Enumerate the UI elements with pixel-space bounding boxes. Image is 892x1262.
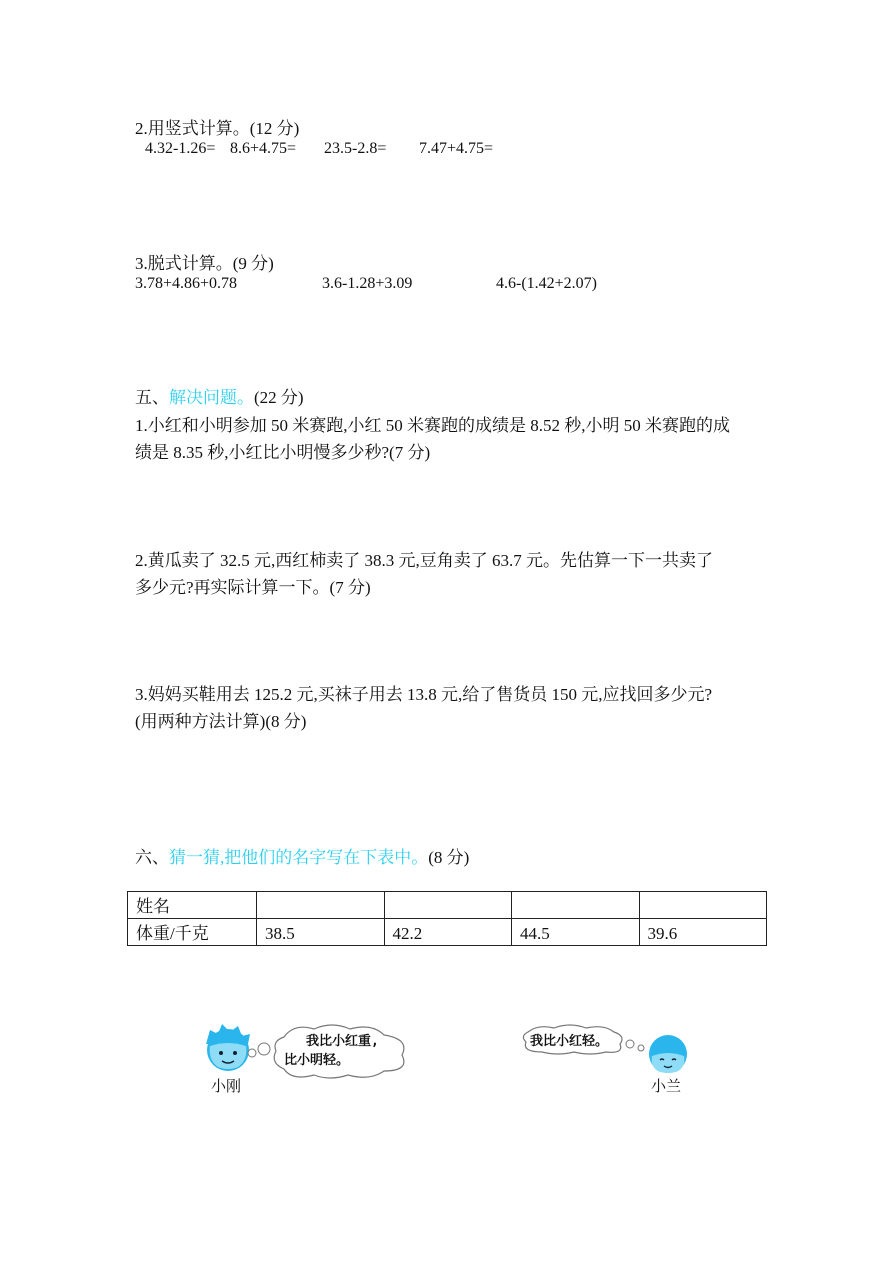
section5-title: 解决问题。: [169, 388, 254, 407]
q2-expr-3: 23.5-2.8=: [324, 140, 387, 157]
weights-table: [127, 891, 767, 946]
weight-cell-3: 44.5: [512, 919, 640, 946]
q3-number: 3.: [135, 254, 148, 273]
weight-cell-4: 39.6: [639, 919, 767, 946]
q2-expr-4: 7.47+4.75=: [419, 140, 494, 157]
q3-expr-2: 3.6-1.28+3.09: [322, 275, 413, 292]
table-row-names: [128, 892, 767, 919]
q3-expr-1: 3.78+4.86+0.78: [135, 275, 238, 292]
table-row-weights: [128, 919, 767, 946]
q3-expr-3: 4.6-(1.42+2.07): [496, 275, 598, 292]
q2-number: 2.: [135, 119, 148, 138]
q2-expr-1: 4.32-1.26=: [145, 140, 216, 157]
girl-face-icon: [644, 1032, 692, 1074]
q2-score: (12 分): [249, 119, 300, 138]
speech-boy-line-1: 我比小红重,: [306, 1034, 379, 1049]
section5-score: (22 分): [254, 388, 304, 407]
name-cell-4[interactable]: [639, 892, 767, 919]
character-name-girl: 小兰: [651, 1079, 682, 1095]
problem-2-line-2: 多少元?再实际计算一下。(7 分): [135, 578, 371, 597]
section5-prefix: 五、: [135, 388, 169, 407]
problem-1-line-1: 1.小红和小明参加 50 米赛跑,小红 50 米赛跑的成绩是 8.52 秒,小明 50 米赛跑的成: [135, 416, 730, 435]
speech-boy-line-2: 比小明轻。: [284, 1053, 350, 1068]
name-cell-2[interactable]: [384, 892, 512, 919]
name-cell-1[interactable]: [257, 892, 385, 919]
section6-title: 猜一猜,把他们的名字写在下表中。: [169, 848, 429, 867]
character-name-boy: 小刚: [211, 1079, 242, 1095]
table-header-weight: 体重/千克: [128, 919, 257, 946]
name-cell-3[interactable]: [512, 892, 640, 919]
section5-heading: [135, 383, 304, 408]
problem-3-line-1: 3.妈妈买鞋用去 125.2 元,买袜子用去 13.8 元,给了售货员 150 元,应找回多少元?: [135, 685, 713, 704]
q2-heading: [135, 114, 299, 139]
section6-heading: [135, 843, 469, 868]
q3-heading: [135, 249, 274, 274]
section6-score: (8 分): [428, 848, 470, 867]
weight-cell-2: 42.2: [384, 919, 512, 946]
problem-2-line-1: 2.黄瓜卖了 32.5 元,西红柿卖了 38.3 元,豆角卖了 63.7 元。先估算一下一共卖了: [135, 551, 713, 570]
problem-1-line-2: 绩是 8.35 秒,小红比小明慢多少秒?(7 分): [135, 443, 431, 462]
table-header-name: 姓名: [128, 892, 257, 919]
problem-3-line-2: (用两种方法计算)(8 分): [135, 712, 307, 731]
speech-girl-line-1: 我比小红轻。: [530, 1034, 609, 1049]
weight-cell-1: 38.5: [257, 919, 385, 946]
q3-title: 脱式计算。: [147, 254, 233, 273]
section6-prefix: 六、: [135, 848, 169, 867]
q3-score: (9 分): [232, 254, 274, 273]
q2-title: 用竖式计算。: [147, 119, 250, 138]
q2-expr-2: 8.6+4.75=: [230, 140, 297, 157]
